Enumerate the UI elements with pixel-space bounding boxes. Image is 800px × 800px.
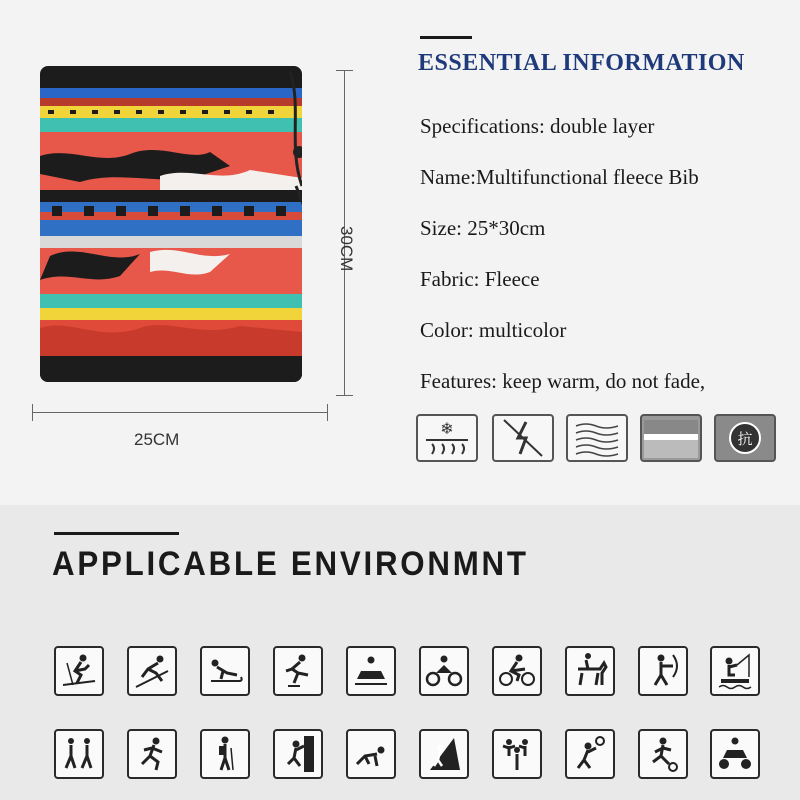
spec-size: Size: 25*30cm xyxy=(420,216,546,240)
environment-title-bar xyxy=(54,532,179,535)
atv-icon xyxy=(710,729,760,779)
spec-fabric: Fabric: Fleece xyxy=(420,267,540,291)
motorcycling-icon xyxy=(419,646,469,696)
horse-riding-icon xyxy=(565,646,615,696)
svg-text:❄: ❄ xyxy=(440,421,454,438)
hiking-icon xyxy=(54,729,104,779)
group-icon xyxy=(492,729,542,779)
running-icon xyxy=(127,729,177,779)
snowmobile-icon xyxy=(346,646,396,696)
crawling-icon xyxy=(346,729,396,779)
skiing-icon xyxy=(54,646,104,696)
feature-icons xyxy=(416,414,784,466)
warm-snowflake-icon xyxy=(416,414,478,462)
width-dimension-label: 25CM xyxy=(134,430,180,449)
spec-features: Features: keep warm, do not fade, xyxy=(420,369,706,393)
info-title: ESSENTIAL INFORMATION xyxy=(418,50,745,76)
svg-text:抗: 抗 xyxy=(737,430,753,448)
cycling-icon xyxy=(492,646,542,696)
anti-bacterial-icon xyxy=(714,414,776,462)
info-title-bar xyxy=(420,36,472,39)
walking-icon xyxy=(200,729,250,779)
fishing-icon xyxy=(710,646,760,696)
height-dimension-label: 30CM xyxy=(337,226,356,272)
archery-icon xyxy=(638,646,688,696)
spec-color: Color: multicolor xyxy=(420,318,567,342)
spec-name: Name:Multifunctional fleece Bib xyxy=(420,165,699,189)
volleyball-icon xyxy=(565,729,615,779)
width-dimension-line xyxy=(32,412,328,413)
skating-icon xyxy=(273,646,323,696)
product-neck-gaiter-image xyxy=(40,66,302,382)
soccer-icon xyxy=(638,729,688,779)
mountaineering-icon xyxy=(419,729,469,779)
climbing-icon xyxy=(273,729,323,779)
ski-jumping-icon xyxy=(127,646,177,696)
windproof-icon xyxy=(566,414,628,462)
environment-title: APPLICABLE ENVIRONMNT xyxy=(52,545,529,583)
no-fade-icon xyxy=(640,414,702,462)
sledding-icon xyxy=(200,646,250,696)
spec-specifications: Specifications: double layer xyxy=(420,114,655,138)
anti-static-icon xyxy=(492,414,554,462)
